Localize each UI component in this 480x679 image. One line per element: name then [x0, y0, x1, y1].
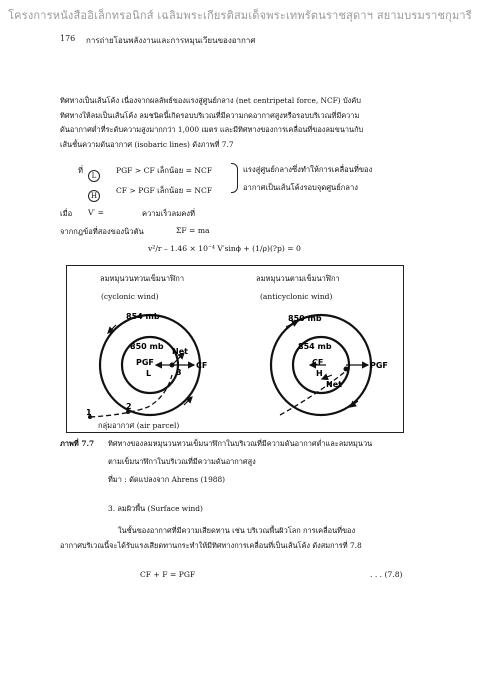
text-line: อากาศบริเวณนี้จะได้รับแรงเสียดทานกระทำให้มีทิศทางการเคลื่อนที่เป็นเส้นโค้ง ดังสมการที่ 7.8: [60, 540, 362, 550]
air-parcel-label: กลุ่มอากาศ (air parcel): [98, 421, 180, 430]
intro-paragraph: [60, 94, 420, 152]
high-label: H: [316, 369, 323, 378]
step-1: 1: [86, 408, 92, 417]
final-equation: CF + F = PGF: [140, 570, 196, 579]
pgf-label-left: PGF: [136, 358, 154, 367]
body-paragraph: [60, 524, 430, 553]
inner-isobar-label-right: 854 mb: [298, 342, 332, 351]
pgf-label-right: PGF: [370, 361, 388, 370]
cf-label-right: CF: [312, 358, 324, 367]
low-label: L: [146, 369, 152, 378]
net-arrow-right: [322, 375, 332, 379]
equation-number: . . . (7.8): [370, 570, 403, 579]
cf-label-left: CF: [196, 361, 208, 370]
brace-text: อากาศเป็นเส้นโค้งรอบจุดศูนย์กลาง: [243, 183, 358, 192]
condition-prefix: ที่: [78, 166, 84, 175]
text-line: ทิศทางให้ลมเป็นเส้นโค้ง ลมชนิดนี้เกิดรอบบริเวณที่มีความกดอากาศสูงหรือรอบบริเวณที่มีความ: [60, 110, 360, 120]
step-3: 3: [176, 368, 182, 377]
section-heading: 3. ลมผิวพื้น (Surface wind): [108, 504, 203, 513]
right-diagram-subtitle: (anticyclonic wind): [260, 292, 333, 301]
net-label-right: Net: [326, 380, 342, 389]
air-parcel-path-right: [280, 371, 346, 415]
banner-title: โครงการหนังสืออิเล็กทรอนิกส์ เฉลิมพระเกียรติสมเด็จพระเทพรัตนราชสุดาฯ สยามบรมราชกุมารี: [8, 9, 472, 22]
motion-equation: v²/r – 1.46 × 10⁻⁴ V′sinϕ + (1/ρ)(?p) = 0: [148, 244, 301, 253]
caption-label: ภาพที่ 7.7: [60, 439, 95, 448]
brace-text: แรงสู่ศูนย์กลางซึ่งทำให้การเคลื่อนที่ของ: [243, 165, 373, 174]
newton-text: จากกฎข้อที่สองของนิวตัน: [60, 227, 144, 236]
low-condition: PGF > CF เล็กน้อย = NCF: [116, 166, 213, 175]
caption-line: ทิศทางของลมหมุนวนทวนเข็มนาฬิกาในบริเวณที่มีความดันอากาศต่ำและลมหมุนวน: [108, 439, 373, 448]
running-header: การถ่ายโอนพลังงานและการหมุนเวียนของอากาศ: [86, 36, 256, 45]
text-line: ในชั้นของอากาศที่มีความเสียดทาน เช่น บริเวณพื้นผิวโลก การเคลื่อนที่ของ: [118, 526, 356, 535]
step-2: 2: [126, 402, 132, 411]
outer-isobar-label-right: 850 mb: [288, 314, 322, 323]
low-symbol: L: [88, 163, 100, 182]
text-line: ทิศทางเป็นเส้นโค้ง เนื่องจากผลลัพธ์ของแรงสู่ศูนย์กลาง (net centripetal force, NCF) บังคับ: [60, 96, 361, 105]
left-diagram-subtitle: (cyclonic wind): [101, 292, 159, 301]
where-definition: ความเร็วลมคงที่: [142, 209, 196, 218]
air-parcel-dot: [170, 363, 175, 368]
page-number: 176: [60, 34, 76, 43]
outer-isobar-label-left: 854 mb: [126, 312, 160, 321]
text-line: ดันอากาศต่ำที่ระดับความสูงมากกว่า 1,000 เมตร และมีทิศทางของการเคลื่อนที่ของลมขนานกับ: [60, 125, 364, 134]
net-label-left: Net: [172, 347, 188, 356]
caption-source: ที่มา : ดัดแปลงจาก Ahrens (1988): [108, 475, 226, 484]
wind-diagram: [66, 265, 404, 433]
newton-equation: ΣF = ma: [176, 226, 210, 235]
caption-line: ตามเข็มนาฬิกาในบริเวณที่มีความดันอากาศสูง: [108, 457, 256, 466]
right-diagram-title: ลมหมุนวนตามเข็มนาฬิกา: [256, 274, 340, 283]
text-line: เส้นชั้นความดันอากาศ (isobaric lines) ดังภาพที่ 7.7: [60, 139, 234, 149]
brace: [231, 163, 238, 193]
high-symbol: H: [88, 183, 100, 202]
air-parcel-dot-right: [344, 367, 349, 372]
where-variable: V′ =: [88, 208, 104, 217]
high-condition: CF > PGF เล็กน้อย = NCF: [116, 186, 213, 195]
where-label: เมื่อ: [60, 209, 73, 218]
inner-isobar-label-left: 850 mb: [130, 342, 164, 351]
left-diagram-title: ลมหมุนวนทวนเข็มนาฬิกา: [100, 274, 185, 283]
